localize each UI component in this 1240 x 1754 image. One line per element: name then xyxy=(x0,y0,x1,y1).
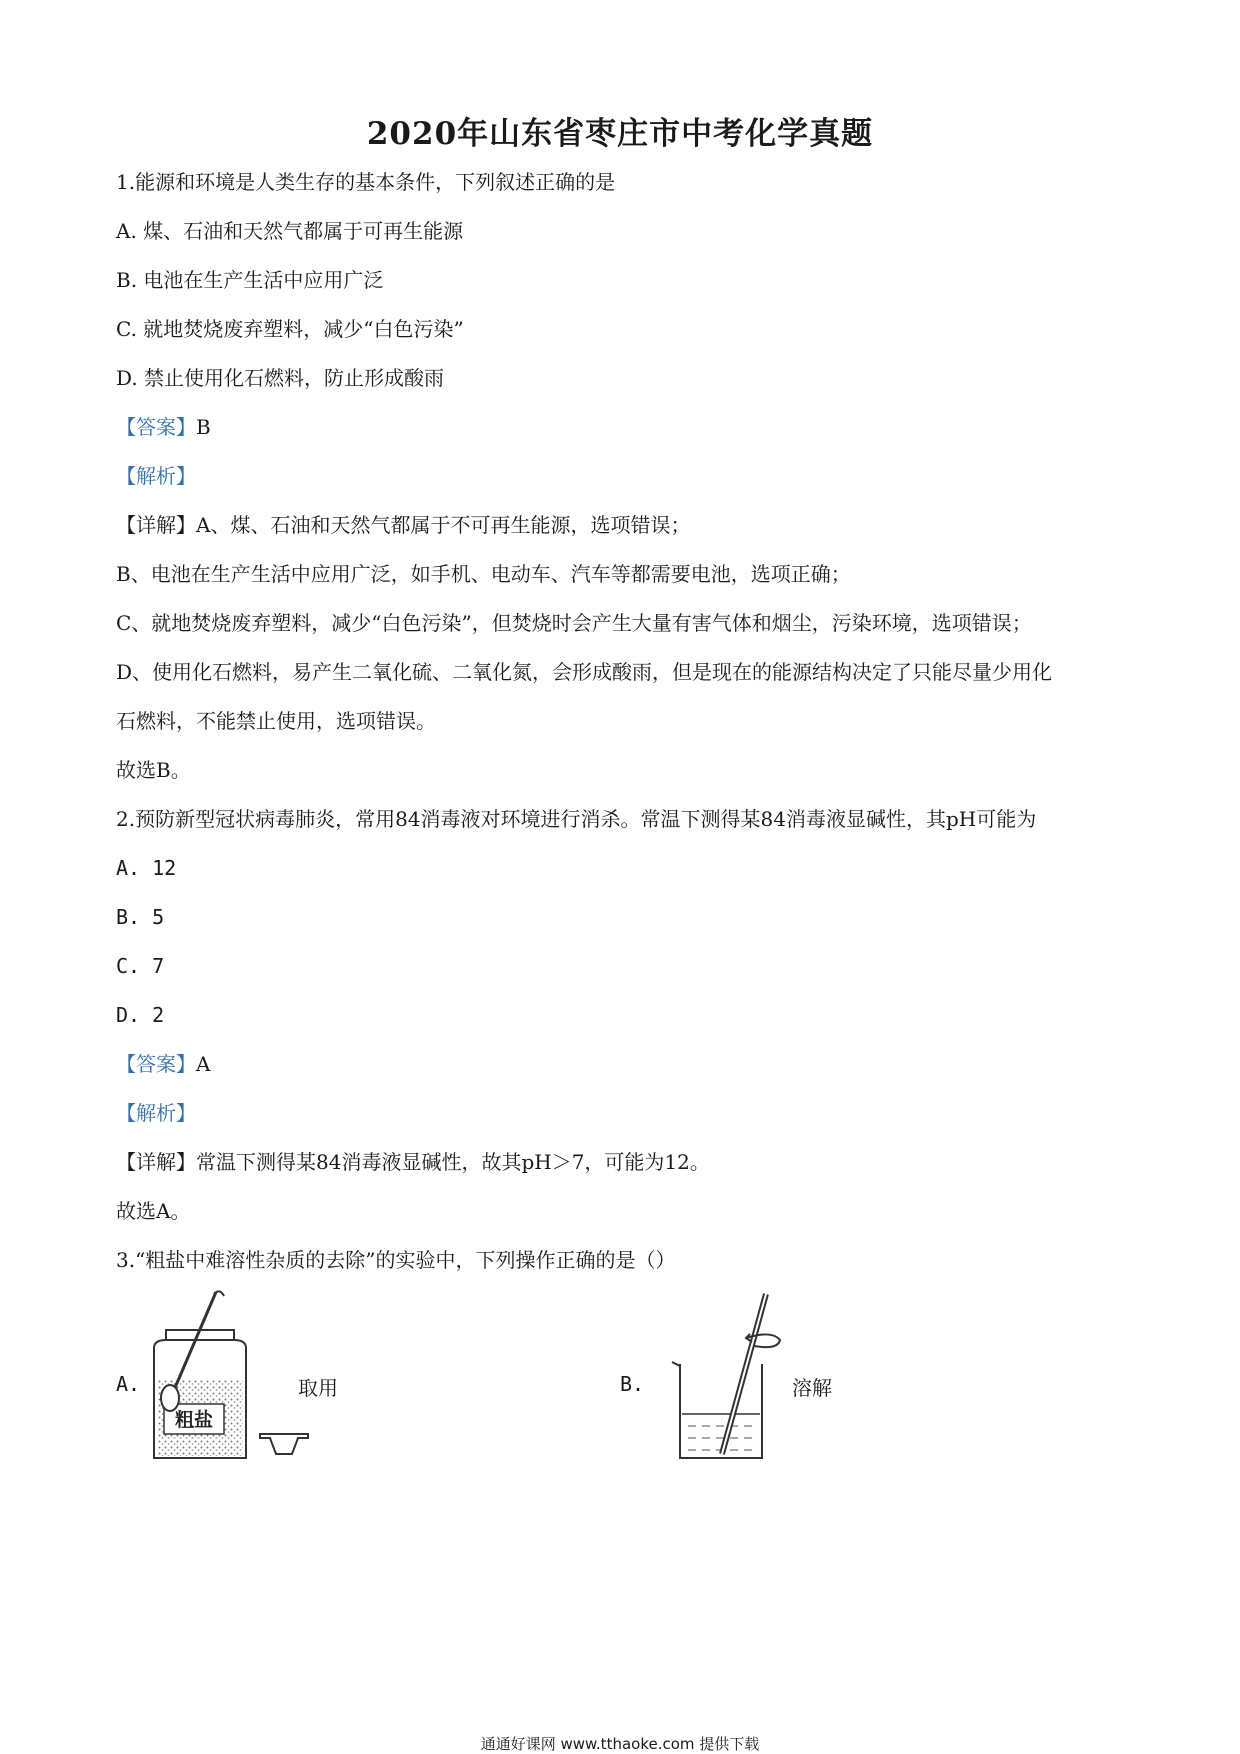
q2-stem: 2.预防新型冠状病毒肺炎，常用84消毒液对环境进行消杀。常温下测得某84消毒液显碱性，其pH可能为 xyxy=(116,807,1037,831)
beaker-figure xyxy=(662,1290,792,1470)
evaporating-dish xyxy=(260,1434,308,1454)
q2-option-c: C. 7 xyxy=(116,954,165,978)
q1-analysis-tag: 【解析】 xyxy=(116,464,196,488)
q2-analysis-tag: 【解析】 xyxy=(116,1101,196,1125)
page-footer: 通通好课网 www.tthaoke.com 提供下载 xyxy=(480,1735,760,1753)
q3-stem: 3.“粗盐中难溶性杂质的去除”的实验中，下列操作正确的是（） xyxy=(116,1248,676,1272)
page-title: 2020年山东省枣庄市中考化学真题 xyxy=(366,116,874,152)
detail-tag: 【详解】 xyxy=(116,513,196,537)
answer-value: A xyxy=(196,1052,211,1076)
detail-tag: 【详解】 xyxy=(116,1150,196,1174)
q1-answer xyxy=(116,417,211,437)
beaker-body xyxy=(680,1364,762,1458)
q2-detail xyxy=(116,1152,710,1172)
q2-option-b: B. 5 xyxy=(116,905,165,929)
q1-detail-2: C、就地焚烧废弃塑料，减少“白色污染”，但焚烧时会产生大量有害气体和烟尘，污染环境，选项错误； xyxy=(116,611,1032,635)
q1-detail-3: D、使用化石燃料，易产生二氧化硫、二氧化氮，会形成酸雨，但是现在的能源结构决定了只能尽量少用化 xyxy=(116,660,1053,684)
fig-a-caption: 取用 xyxy=(298,1376,338,1400)
q1-detail-1: B、电池在生产生活中应用广泛，如手机、电动车、汽车等都需要电池，选项正确； xyxy=(116,562,851,586)
detail-text: 常温下测得某84消毒液显碱性，故其pH＞7，可能为12。 xyxy=(196,1150,710,1174)
q1-conclusion: 故选B。 xyxy=(116,758,191,782)
q1-option-c: C. 就地焚烧废弃塑料，减少“白色污染” xyxy=(116,317,464,341)
answer-tag: 【答案】 xyxy=(116,415,196,439)
fig-a-letter: A. xyxy=(116,1372,141,1396)
q1-detail-4: 石燃料，不能禁止使用，选项错误。 xyxy=(116,709,436,733)
q2-option-d: D. 2 xyxy=(116,1003,165,1027)
q1-option-b: B. 电池在生产生活中应用广泛 xyxy=(116,268,384,292)
jar-label: 粗盐 xyxy=(174,1409,214,1431)
beaker-lip xyxy=(672,1362,680,1366)
spoon-bowl xyxy=(161,1385,179,1411)
fig-b-letter: B. xyxy=(620,1372,645,1396)
q1-option-d: D. 禁止使用化石燃料，防止形成酸雨 xyxy=(116,366,445,390)
detail-text: A、煤、石油和天然气都属于不可再生能源，选项错误； xyxy=(196,513,691,537)
q2-option-a: A. 12 xyxy=(116,856,177,880)
q2-conclusion: 故选A。 xyxy=(116,1199,191,1223)
fig-b-caption: 溶解 xyxy=(792,1376,832,1400)
answer-tag: 【答案】 xyxy=(116,1052,196,1076)
glass-rod-inner xyxy=(722,1294,766,1454)
q1-stem: 1.能源和环境是人类生存的基本条件，下列叙述正确的是 xyxy=(116,170,616,194)
q2-answer xyxy=(116,1054,210,1074)
q1-option-a: A. 煤、石油和天然气都属于可再生能源 xyxy=(116,219,464,243)
reagent-jar-figure xyxy=(140,1290,310,1470)
q1-detail-0 xyxy=(116,515,690,535)
answer-value: B xyxy=(196,415,211,439)
